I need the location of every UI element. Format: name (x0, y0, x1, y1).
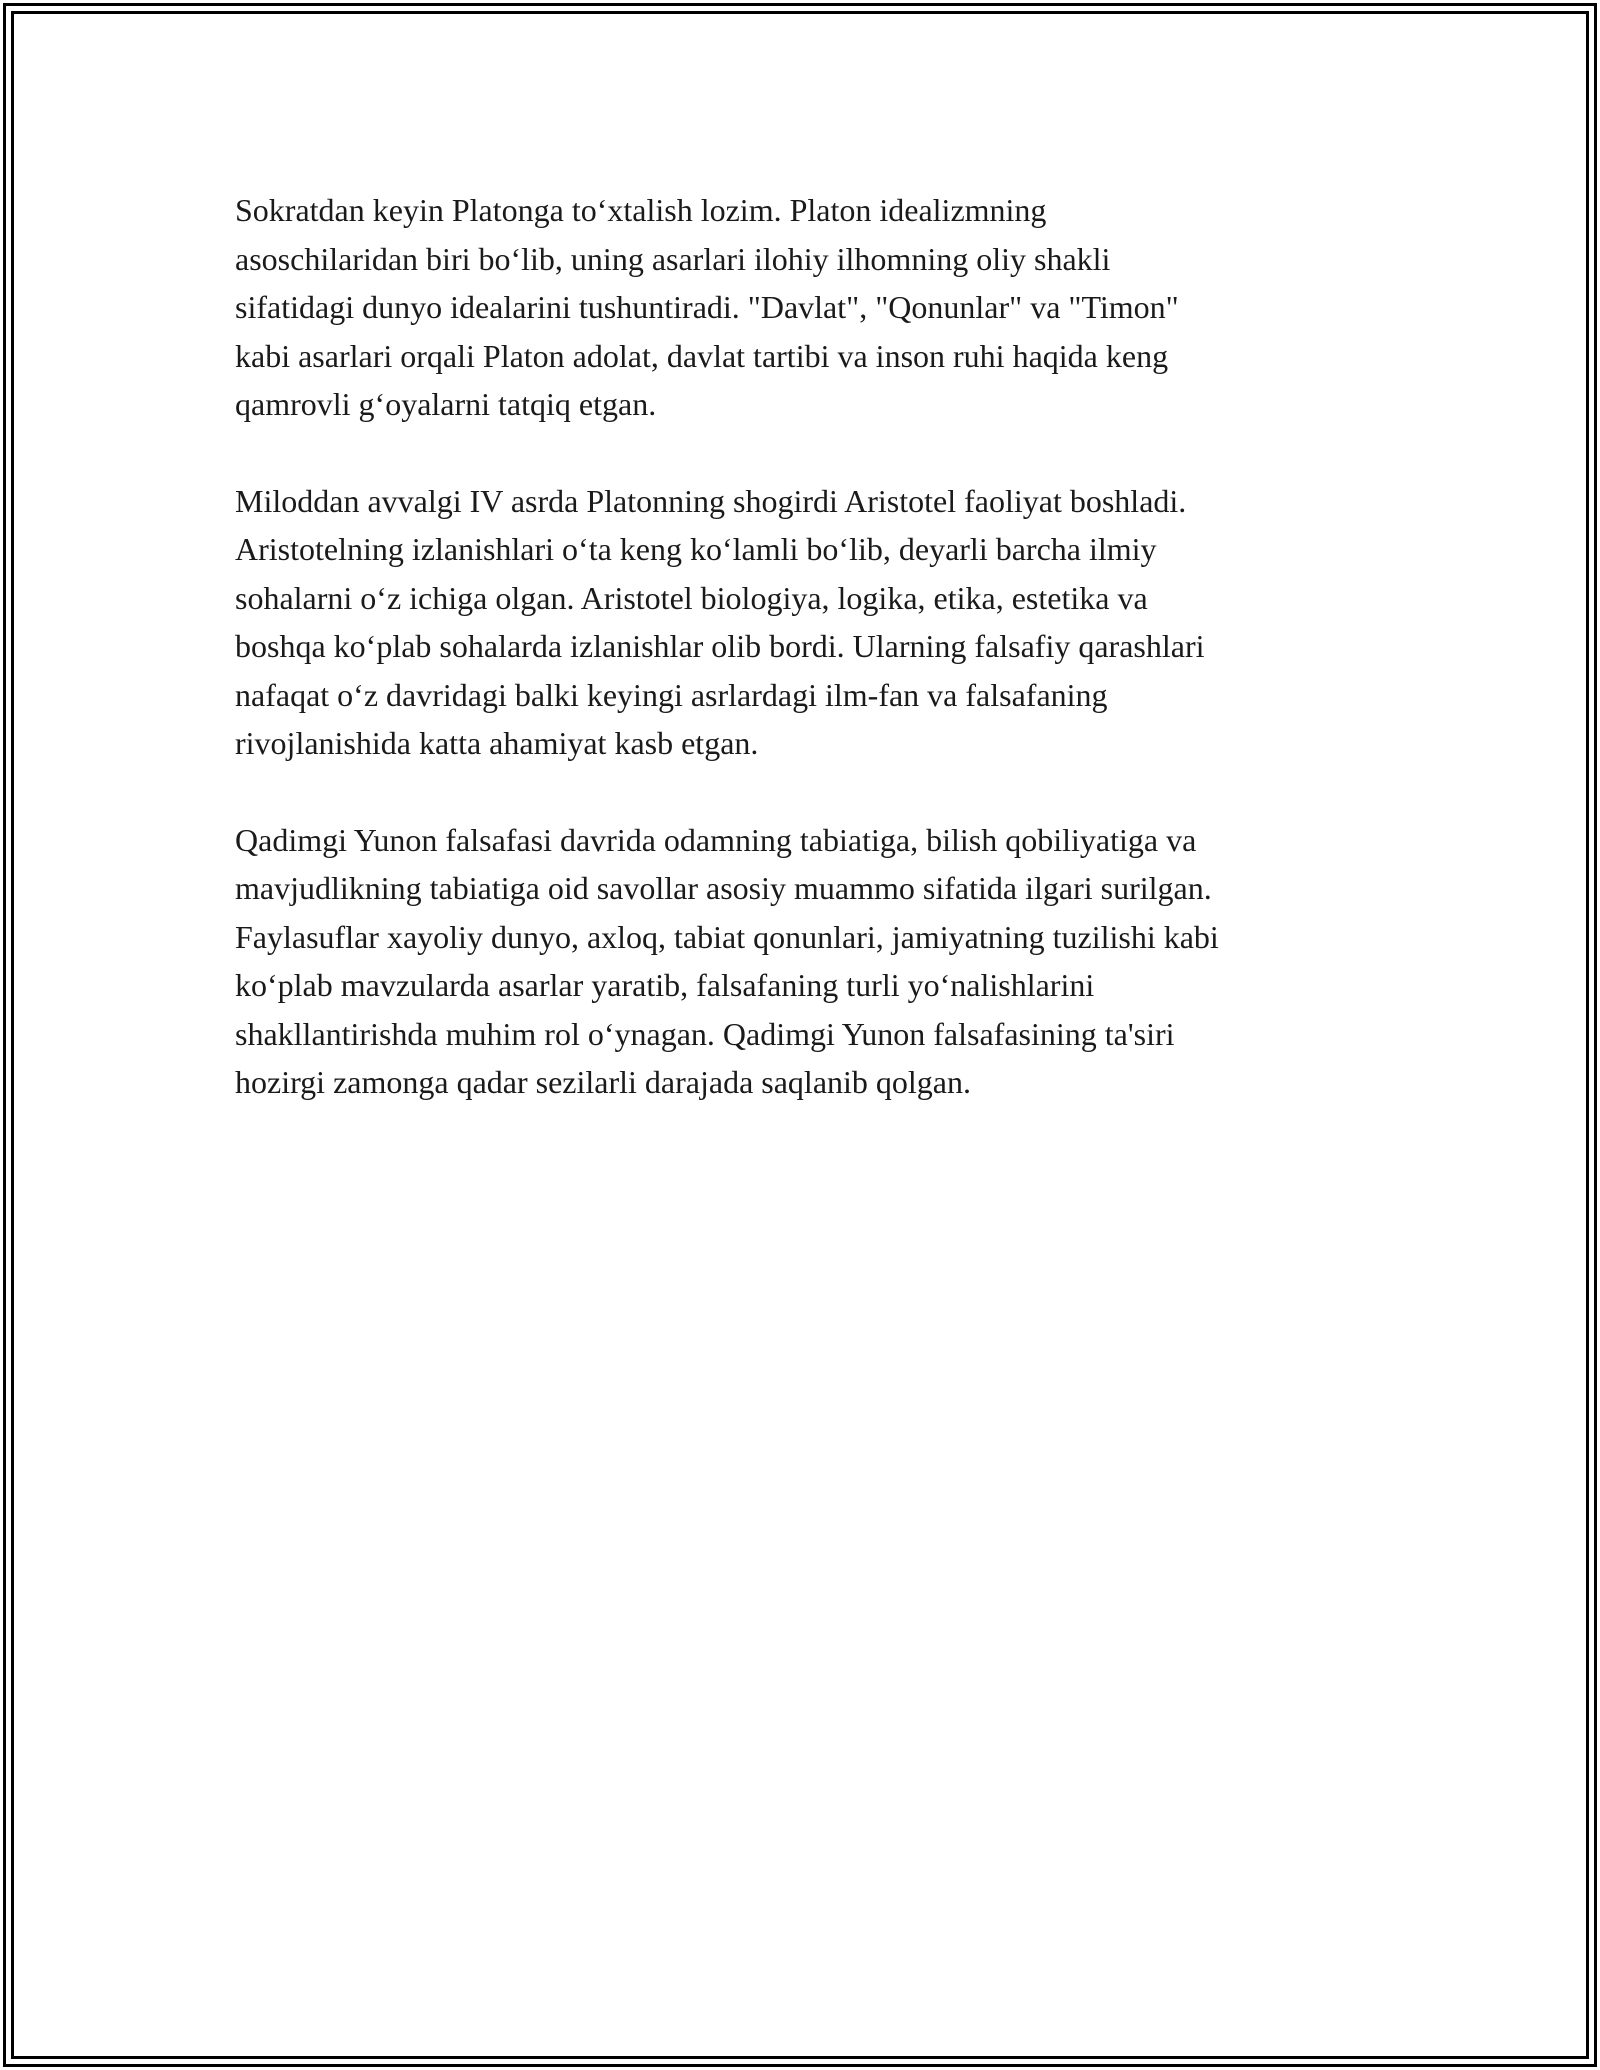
paragraph-line: asoschilaridan biri bo‘lib, uning asarlari ilohiy ilhomning oliy shakli (235, 240, 1111, 277)
paragraph-line: boshqa ko‘plab sohalarda izlanishlar olib bordi. Ularning falsafiy qarashlari (235, 628, 1205, 664)
paragraph-line: ko‘plab mavzularda asarlar yaratib, falsafaning turli yo‘nalishlarini (235, 967, 1095, 1003)
paragraph-line: shakllantirishda muhim rol o‘ynagan. Qadimgi Yunon falsafasining ta'siri (235, 1015, 1175, 1052)
paragraph-line: sifatidagi dunyo idealarini tushuntiradi. "Davlat", "Qonunlar" va "Timon" (235, 289, 1179, 325)
paragraph-line: sohalarni o‘z ichiga olgan. Aristotel biologiya, logika, etika, estetika va (235, 579, 1148, 616)
paragraph-2 (235, 477, 1385, 768)
document-body (235, 186, 1385, 1155)
paragraph-line: Aristotelning izlanishlari o‘ta keng ko‘lamli bo‘lib, deyarli barcha ilmiy (235, 531, 1157, 567)
paragraph-line: Qadimgi Yunon falsafasi davrida odamning tabiatiga, bilish qobiliyatiga va (235, 821, 1197, 858)
paragraph-line: Miloddan avvalgi IV asrda Platonning shogirdi Aristotel faoliyat boshladi. (235, 482, 1187, 519)
paragraph-line: mavjudlikning tabiatiga oid savollar asosiy muammo sifatida ilgari surilgan. (235, 870, 1212, 906)
paragraph-line: qamrovli g‘oyalarni tatqiq etgan. (235, 386, 657, 422)
paragraph-line: Sokratdan keyin Platonga to‘xtalish lozim. Platon idealizmning (235, 192, 1047, 228)
paragraph-1 (235, 186, 1385, 429)
paragraph-line: kabi asarlari orqali Platon adolat, davlat tartibi va inson ruhi haqida keng (235, 337, 1169, 374)
paragraph-line: Faylasuflar xayoliy dunyo, axloq, tabiat qonunlari, jamiyatning tuzilishi kabi (235, 918, 1219, 955)
paragraph-3 (235, 816, 1385, 1107)
paragraph-line: nafaqat o‘z davridagi balki keyingi asrlardagi ilm-fan va falsafaning (235, 676, 1108, 713)
paragraph-line: hozirgi zamonga qadar sezilarli darajada saqlanib qolgan. (235, 1064, 971, 1100)
paragraph-line: rivojlanishida katta ahamiyat kasb etgan. (235, 725, 759, 761)
